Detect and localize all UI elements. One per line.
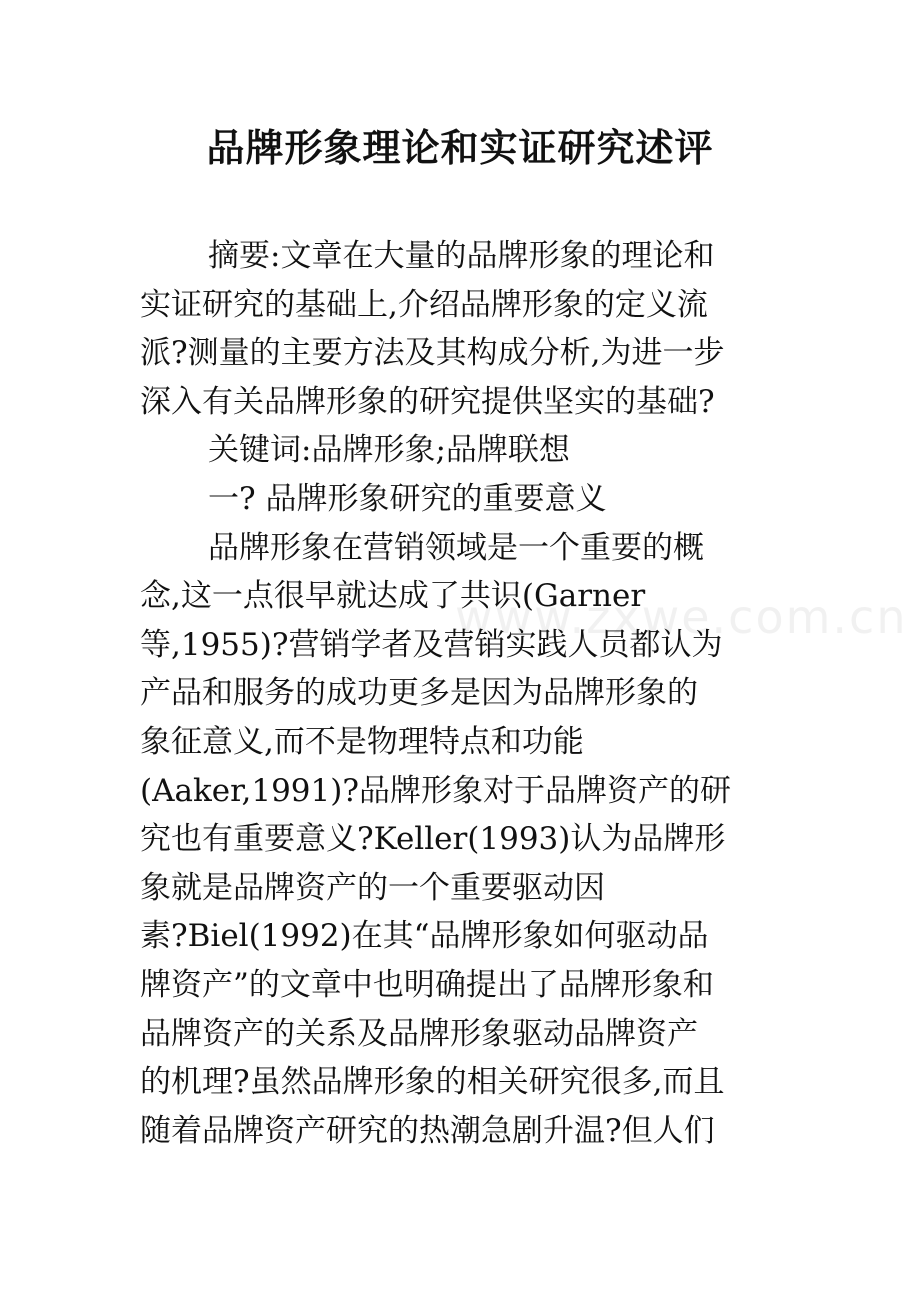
abstract-line: 摘要:文章在大量的品牌形象的理论和 [208, 238, 715, 274]
abstract-line: 实证研究的基础上,介绍品牌形象的定义流 [140, 286, 708, 323]
watermark: www.zxwe.com.cn [455, 590, 908, 644]
paragraph-line: 象征意义,而不是物理特点和功能 [140, 723, 584, 760]
paragraph-line: 产品和服务的成功更多是因为品牌形象的 [140, 675, 698, 712]
abstract-line: 派?测量的主要方法及其构成分析,为进一步 [140, 335, 725, 372]
paragraph-line: 的机理?虽然品牌形象的相关研究很多,而且 [140, 1064, 725, 1101]
paragraph-line: 等,1955)?营销学者及营销实践人员都认为 [140, 626, 723, 663]
paragraph-line: 品牌形象在营销领域是一个重要的概 [208, 529, 704, 566]
paragraph-line: 随着品牌资产研究的热潮急剧升温?但人们 [140, 1112, 715, 1149]
paragraph-line: 念,这一点很早就达成了共识(Garner [140, 578, 646, 615]
paragraph-line: 素?Biel(1992)在其“品牌形象如何驱动品 [140, 918, 709, 955]
paragraph-line: 象就是品牌资产的一个重要驱动因 [140, 869, 605, 906]
document-body [140, 232, 782, 1155]
document-title: 品牌形象理论和实证研究述评 [206, 125, 714, 170]
paragraph-line: 究也有重要意义?Keller(1993)认为品牌形 [140, 821, 726, 858]
section-heading: 一? 品牌形象研究的重要意义 [208, 480, 607, 517]
paragraph-line: 品牌资产的关系及品牌形象驱动品牌资产 [140, 1015, 698, 1052]
abstract-line: 深入有关品牌形象的研究提供坚实的基础? [140, 383, 715, 420]
paragraph-line: 牌资产”的文章中也明确提出了品牌形象和 [140, 966, 714, 1003]
paragraph-line: (Aaker,1991)?品牌形象对于品牌资产的研 [140, 772, 731, 809]
keywords-line: 关键词:品牌形象;品牌联想 [208, 432, 570, 469]
